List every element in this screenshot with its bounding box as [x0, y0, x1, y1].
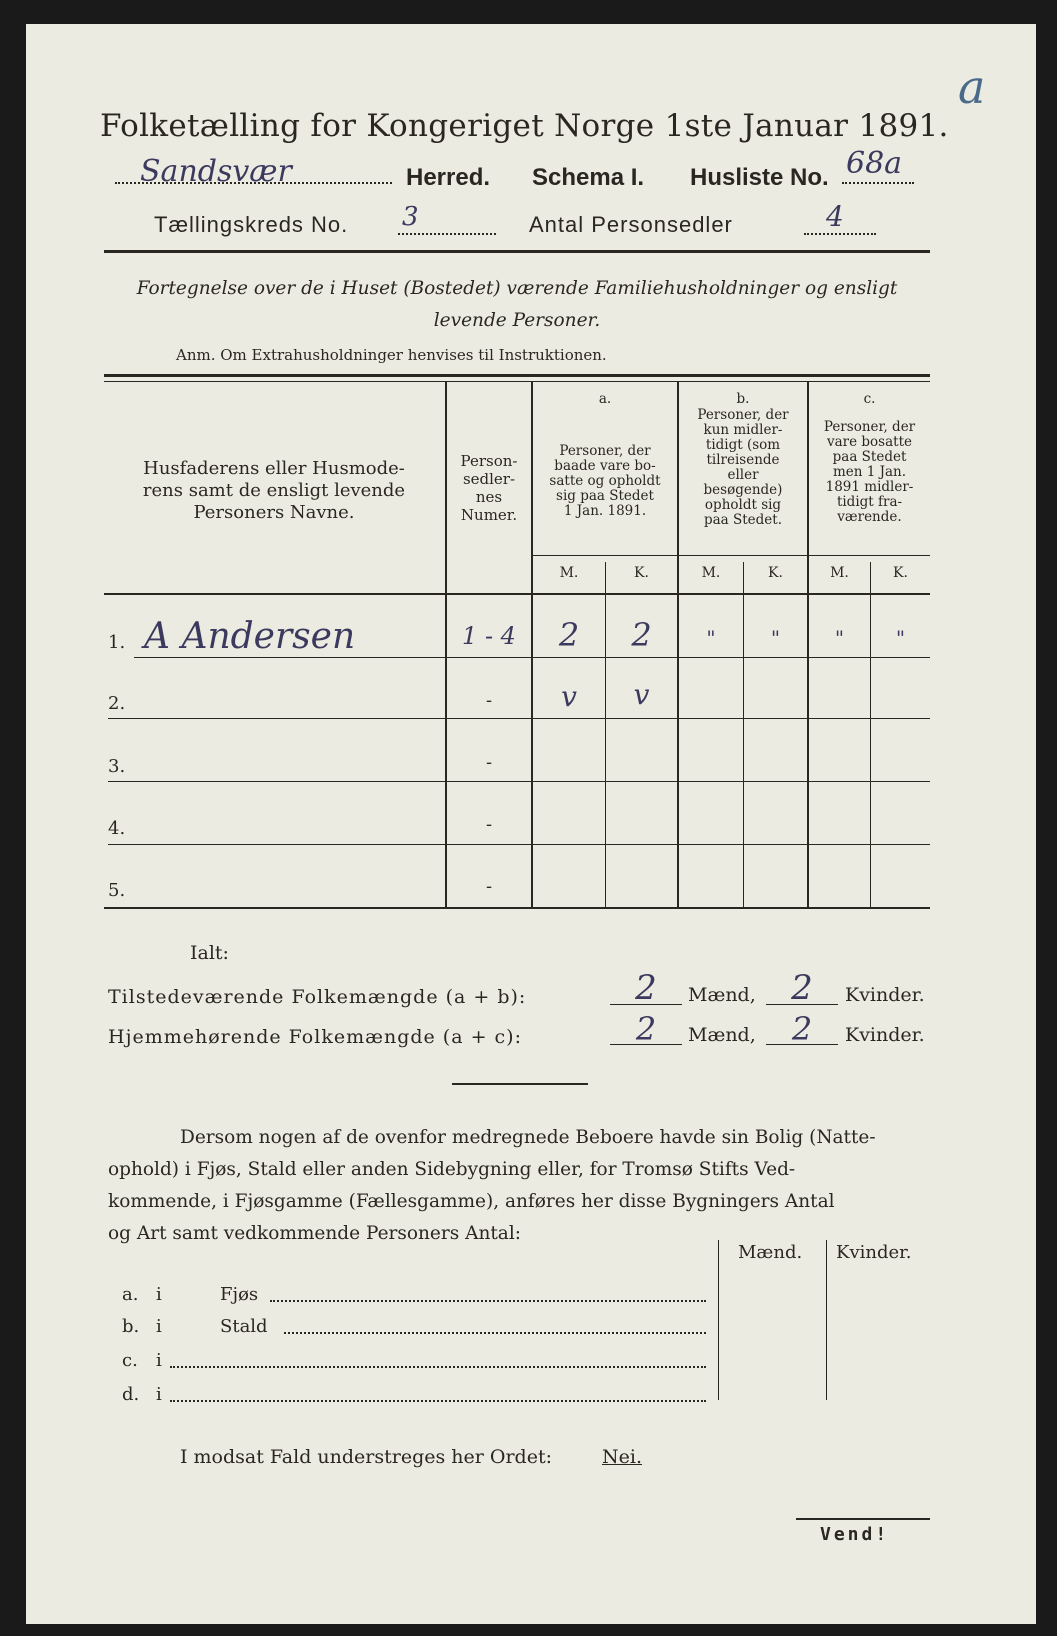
buildings-kvinder-head: Kvinder. — [836, 1242, 912, 1263]
row-5-personsedler: - — [485, 876, 493, 897]
intro-line-1: Fortegnelse over de i Huset (Bostedet) værende Familiehusholdninger og ensligt — [136, 278, 898, 299]
building-row-a-label: Fjøs — [220, 1284, 259, 1305]
herred-label: Herred. — [406, 164, 491, 191]
row-4-line — [108, 844, 930, 845]
row-2-number: 2. — [108, 693, 126, 714]
row-4-number: 4. — [108, 818, 126, 839]
c-k-label: K. — [893, 565, 908, 581]
kreds-label: Tællingskreds No. — [154, 212, 349, 237]
hjemme-women-value: 2 — [791, 1010, 813, 1048]
buildings-paragraph: Dersom nogen af de ovenfor medregnede Beboere havde sin Bolig (Natte- ophold) i Fjøs, Stald eller anden Sidebygning eller, for Tromsø Stifts Ved- kommende, i Fjøsgamme (Fællesgamme), anføres her disse Bygningers Antal og Art samt vedkommende Personers Antal: — [108, 1127, 876, 1244]
building-row-b-dots — [284, 1332, 706, 1334]
mk-divider-c — [870, 562, 871, 907]
husliste-label: Husliste No. — [690, 164, 829, 191]
schema-label: Schema I. — [532, 164, 645, 191]
building-row-a-prep: i — [156, 1284, 162, 1305]
hjemme-kvinder: Kvinder. — [845, 1024, 925, 1046]
row-1-number: 1. — [108, 632, 126, 653]
a-m-label: M. — [559, 565, 579, 581]
mk-rule-a — [533, 555, 677, 556]
col-a-letter: a. — [598, 391, 612, 407]
row-2-personsedler: - — [485, 690, 493, 711]
husliste-dots — [842, 182, 914, 184]
row-1-c-k: " — [895, 626, 906, 650]
tilstede-maend: Mænd, — [688, 984, 756, 1006]
row-1-a-k: 2 — [631, 616, 652, 654]
tilstede-kvinder: Kvinder. — [845, 984, 925, 1006]
tilstede-men-value: 2 — [635, 968, 657, 1008]
form-title: Folketælling for Kongeriget Norge 1ste Januar 1891. — [100, 108, 949, 144]
buildings-maend-head: Mænd. — [738, 1242, 803, 1263]
row-5-number: 5. — [108, 880, 126, 901]
row-4-personsedler: - — [485, 814, 493, 835]
tilstede-label: Tilstedeværende Folkemængde (a + b): — [108, 986, 527, 1008]
vend-label: Vend! — [820, 1524, 890, 1545]
mk-rule-c — [809, 555, 930, 556]
c-m-label: M. — [830, 565, 849, 581]
building-row-d-letter: d. — [122, 1384, 140, 1405]
building-row-c-prep: i — [156, 1350, 162, 1371]
building-row-a-dots — [270, 1300, 706, 1302]
mk-divider-a — [605, 562, 606, 907]
row-3-line — [108, 781, 930, 782]
a-k-label: K. — [634, 565, 649, 581]
hjemme-men-value: 2 — [635, 1010, 657, 1048]
intro-line-2: levende Personer. — [433, 310, 601, 331]
building-row-d-dots — [170, 1400, 706, 1402]
row-1-name: A Andersen — [144, 616, 356, 657]
col-c-letter: c. — [863, 391, 876, 407]
corner-mark: a — [958, 60, 986, 114]
kreds-dots — [398, 233, 496, 235]
header-rule — [104, 250, 930, 253]
col-num-header: Person- sedler- nes Numer. — [460, 452, 518, 524]
row-2-a-k: v — [633, 678, 650, 711]
buildings-col-divider-1 — [718, 1240, 719, 1400]
b-k-label: K. — [768, 565, 783, 581]
col-a-header: Personer, der baade vare bo- satte og opholdt sig paa Stedet 1 Jan. 1891. — [549, 443, 661, 519]
col-name-header: Husfaderens eller Husmode- rens samt de ensligt levende Personers Navne. — [142, 458, 406, 523]
kreds-value: 3 — [402, 202, 419, 232]
col-c-header: Personer, der vare bosatte paa Stedet men 1 Jan. 1891 midler- tidigt fra- værende. — [823, 419, 916, 525]
row-2-a-m: v — [561, 680, 577, 713]
antal-dots — [804, 233, 876, 235]
col-b-letter: b. — [736, 391, 750, 407]
row-1-b-m: " — [706, 626, 716, 650]
table-bottom-rule — [104, 907, 930, 909]
row-1-personsedler: 1 - 4 — [462, 622, 516, 650]
mk-rule-b — [679, 555, 807, 556]
row-1-b-k: " — [770, 626, 781, 650]
b-m-label: M. — [701, 565, 721, 581]
section-divider — [452, 1083, 588, 1085]
building-row-d-prep: i — [156, 1384, 162, 1405]
anm-note: Anm. Om Extrahusholdninger henvises til Instruktionen. — [176, 346, 607, 364]
buildings-col-divider-2 — [826, 1240, 827, 1400]
antal-value: 4 — [826, 200, 844, 233]
row-1-line — [134, 657, 930, 658]
hjemme-maend: Mænd, — [688, 1024, 756, 1046]
building-row-a-letter: a. — [122, 1284, 139, 1305]
ialt-label: Ialt: — [190, 942, 229, 964]
building-row-b-prep: i — [156, 1316, 162, 1337]
vend-rule — [796, 1518, 930, 1520]
modsat-label: I modsat Fald understreges her Ordet: — [180, 1446, 552, 1468]
col-b-header: Personer, der kun midler- tidigt (som tilreisende eller besøgende) opholdt sig paa Stedet. — [697, 407, 789, 528]
antal-label: Antal Personsedler — [529, 212, 733, 237]
row-1-c-m: " — [834, 626, 845, 650]
building-row-b-letter: b. — [122, 1316, 140, 1337]
building-row-c-dots — [170, 1366, 706, 1368]
herred-value: Sandsvær — [140, 154, 292, 189]
modsat-word: Nei. — [602, 1446, 642, 1468]
tilstede-women-value: 2 — [791, 968, 813, 1008]
husliste-value: 68a — [846, 146, 903, 181]
row-3-number: 3. — [108, 756, 126, 777]
building-row-b-label: Stald — [220, 1316, 268, 1337]
table-top-rule — [104, 374, 930, 377]
row-2-line — [108, 718, 930, 719]
row-3-personsedler: - — [485, 752, 493, 773]
building-row-c-letter: c. — [122, 1350, 138, 1371]
hjemme-label: Hjemmehørende Folkemængde (a + c): — [108, 1026, 522, 1048]
row-1-a-m: 2 — [558, 616, 580, 654]
mk-divider-b — [743, 562, 744, 907]
